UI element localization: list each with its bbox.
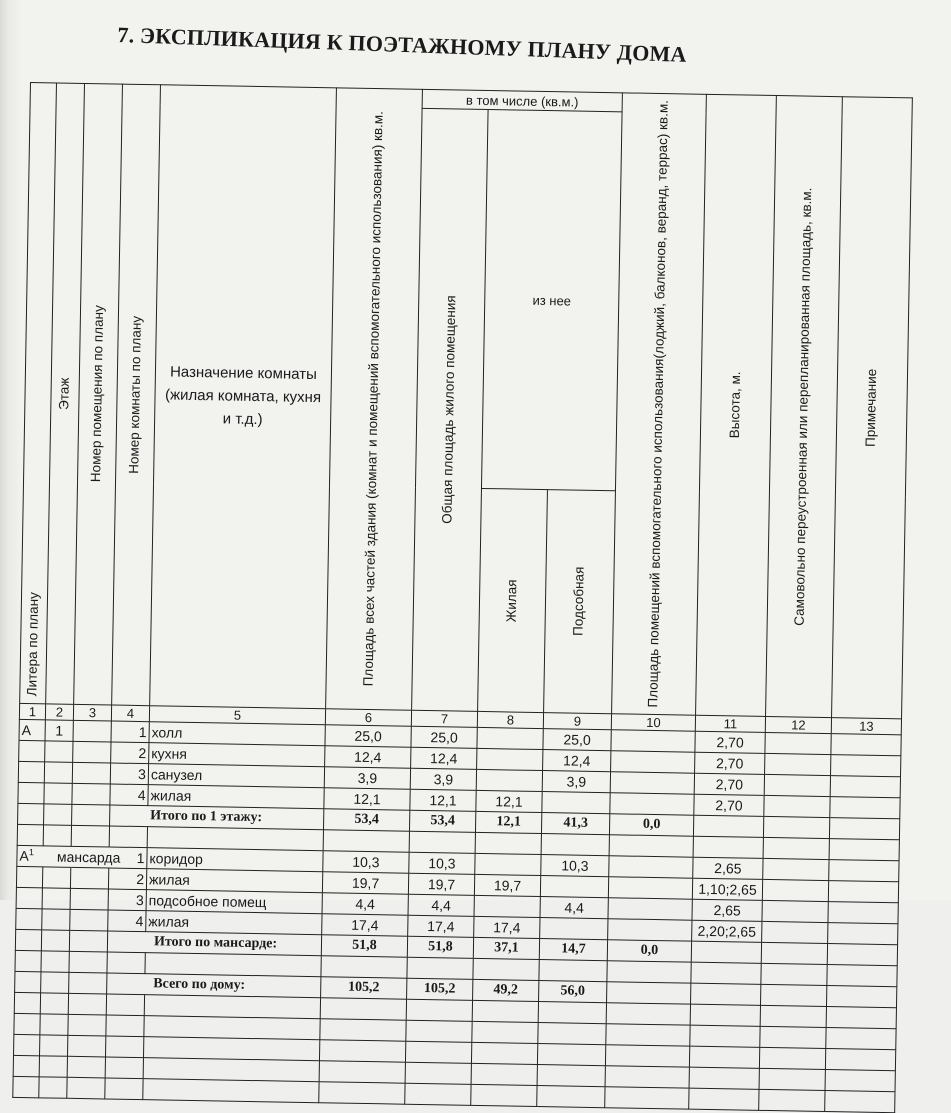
table-row: 2 жилая 19,7 19,7 19,7 1,10;2,65 <box>16 866 898 902</box>
table-row: А 1 1 холл 25,0 25,0 25,0 2,70 <box>19 719 901 755</box>
table-row: 4 жилая 12,1 12,1 12,1 2,70 <box>18 782 900 818</box>
header-room-purpose: Назначение комнаты (жилая комната, кухня и т.д.) <box>150 85 337 709</box>
table-row: 4 жилая 17,4 17,4 17,4 2,20;2,65 <box>16 908 898 944</box>
floor-cell: мансарда 1 <box>71 846 147 868</box>
subtotal-row-mansard: Итого по мансарде: 51,8 51,8 37,1 14,7 0,0 <box>15 929 897 965</box>
table-row: 2 кухня 12,4 12,4 12,4 2,70 <box>19 740 901 776</box>
litera-cell: $А^1$ <box>17 845 71 867</box>
header-auxiliary: Подсобная <box>544 490 616 714</box>
table-row: $А^1$ мансарда 1 коридор 10,3 10,3 10,3 2,65 <box>17 845 899 881</box>
header-total-area: Площадь всех частей здания (комнат и помещений вспомогательного использования) кв.м. <box>326 88 423 710</box>
header-living: Жилая <box>478 489 548 713</box>
header-litera: Литера по плану <box>20 83 57 704</box>
header-group-including: в том числе (кв.м.) <box>422 89 622 111</box>
header-note: Примечание <box>832 97 913 719</box>
explication-table <box>12 82 913 1113</box>
litera-cell: А <box>19 719 45 740</box>
header-premise-number: Номер помещения по плану <box>74 83 123 704</box>
header-height: Высота, м. <box>696 94 777 716</box>
header-floor: Этаж <box>46 83 85 704</box>
document-title: 7. ЭКСПЛИКАЦИЯ К ПОЭТАЖНОМУ ПЛАНУ ДОМА <box>117 22 688 67</box>
column-number-row: 1 2 3 4 5 6 7 8 9 10 11 12 13 <box>19 703 901 734</box>
header-unauthorized-area: Самовольно переустроенная или перепланированная площадь, кв.м. <box>766 96 843 718</box>
header-room-number: Номер комнаты по плану <box>112 84 161 705</box>
table-row: 3 подсобное помещ 4,4 4,4 4,4 2,65 <box>16 887 898 923</box>
header-auxiliary-area: Площадь помещений вспомогательного использования(лоджий, балконов, веранд, террас) кв.м. <box>612 93 707 715</box>
floor-cell: 1 <box>45 719 73 740</box>
table-row: 3 санузел 3,9 3,9 3,9 2,70 <box>18 761 900 797</box>
subtotal-row-floor1: Итого по 1 этажу: 53,4 53,4 12,1 41,3 0,0 <box>18 803 900 839</box>
grand-total-row: Всего по дому: 105,2 105,2 49,2 56,0 <box>15 971 897 1007</box>
header-living-total-area: Общая площадь жилого помещения <box>412 108 488 711</box>
header-group-of-which: из нее <box>481 109 622 490</box>
